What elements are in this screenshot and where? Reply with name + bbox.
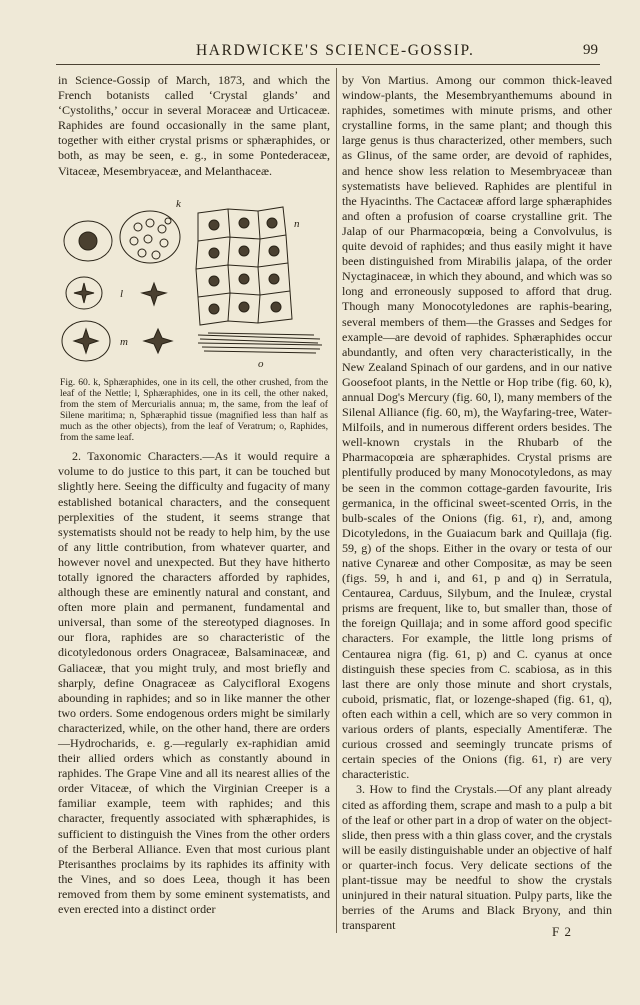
right-column (342, 73, 612, 933)
crushed-sphaeraphide (120, 211, 180, 263)
veratrum-tissue (196, 207, 292, 325)
taxonomic-characters-paragraph: 2. Taxonomic Characters.—As it would require a volume to do justice to this part, it can be touched but slightly here. Seeing the difficulty and fugacity of many established botanical characters, and the consequent perplexities of the student, it seems strange that systematists should not be ready to help him, by the use of any little contribution, from whatever quarter, and however novel and unexpected. But they have hitherto totally ignored the characters afforded by raphides, although these are eminently natural and constant, and often more plain and permanent, fundamental and universal, than some of the stereotyped diagnoses. In our flora, raphides are so characteristic of the dicotyledonous orders Onagraceæ, Balsaminaceæ, and Galiaceæ, that you might truly, and most briefly and sharply, define Onagraceæ as Calycifloral Exogens abounding in raphides; and so in like manner the other two orders. Some endogenous orders might be similarly characterized, while, on the other hand, there are orders —Hydrocharids, e. g.—regularly ex-raphidian amid their allied orders which as constantly abound in raphides. The Grape Vine and all its nearest allies of the order Vitaceæ, of which the Virginian Creeper is a familiar example, teem with raphides; and this character, frequently associated with sphæraphides, is sufficient to distinguish the Vines from the other orders of the Berberal Alliance. Even that most curious plant Pterisanthes proclaims by its raphides its affinity with the Vines, and so does Leea, though it has been removed from them by some eminent systematists, and even erected into a distinct order (58, 449, 330, 917)
figure-label-k: k (176, 197, 181, 210)
silene-sphaeraphide (144, 329, 172, 353)
page-header (56, 40, 600, 65)
figure-60-illustration (58, 193, 330, 373)
figure-label-n: n (294, 217, 300, 230)
running-title: HARDWICKE'S SCIENCE-GOSSIP. (196, 42, 475, 59)
figure-label-o: o (258, 357, 264, 370)
continued-paragraph: by Von Martius. Among our common thick-leaved window-plants, the Mesembryanthemums abound in raphides, sometimes with minute prisms, and other crystalline forms, in the same plant; and though this large genus is thus characterized, other members, such as Glinus, of the same order, are devoid of raphides, and hence show less relation to Mesembryaceæ than systematists have believed. Raphides are plentiful in the Hyacinths. The Cactaceæ afford large sphæraphides and often a profusion of coarse crystalline grit. The Jalap of our Pharmacopœia, being a Convolvulus, is quite devoid of raphides; and thus easily might it have been distinguished from Mirabilis jalapa, of the order Nyctaginaceæ, in which they abound, and which was so long and erroneously supposed to afford that drug. Though many Monocotyledones are raphis-bearing, several members of them—the Grasses and Sedges for example—are devoid of raphides. Sphæraphides occur abundantly, and often very characteristically, in the New Zealand Spinach of our gardens, and in our native Goosefoot plants, in the Nettle or Hop tribe (fig. 60, k), annual Dog's Mercury (fig. 60, l), many members of the Silenal Alliance (fig. 60, m), the Wayfaring-tree, Water-Milfoils, and in numerous different orders besides. The well-known crystals in the Rhubarb of the Pharmacopœia are sphæraphides. Crystal prisms are plentifully produced by many Monocotyledons, as may be seen in the common cottage-garden favourite, Iris germanica, in the officinal sweet-scented Orris, in the bulb-scales of the Onions (fig. 61, r), and, among Dicotyledons, in the Guaiacum bark and Quillaja (fig. 59, g) of the shops. Either in the ovary or testa of our native Cynareæ and other Compositæ, as may be seen (figs. 59, h and i, and 61, p and q) in Serratula, Centaurea, Carduus, Silybum, and the Inuleæ, crystal prisms are frequent, like to, but smaller than, those of the foreign Quillaja; and in some afford good specific characters. For example, the little long prisms of Centaurea nigra (fig. 61, p) and C. cyanus at once distinguish these species from C. scabiosa, as in this last there are only those minute and short crystals, cuboid, prismatic, flat, or lozenge-shaped (fig. 61, q), often each within a cell, which are so very common in various orders of plants, especially Amentiferæ. The curious crossed and seemingly truncate prisms of certain species of the Onions (fig. 61, r) are very characteristic. (342, 73, 612, 782)
naked-sphaeraphide (142, 283, 166, 305)
column-divider (336, 68, 337, 933)
intro-paragraph: in Science-Gossip of March, 1873, and which the French botanists called ‘Crystal glands’ and ‘Cystoliths,’ occur in several Moraceæ and Urticaceæ. Raphides are found occasionally in the same plant, together with either crystal prisms or sphæraphides, or both, as may be seen, e. g., in some Pontederaceæ, Vitaceæ, Mesembryaceæ, and Melanthaceæ. (58, 73, 330, 178)
finding-crystals-paragraph: 3. How to find the Crystals.—Of any plant already cited as affording them, scrape and mash to a pulp a bit of the leaf or other part in a drop of water on the object-slide, then press with a thin glass cover, and the crystals will be easily distinguishable under an objective of half or quarter-inch focus. Very delicate sections of the plant-tissue may be needful to show the crystals uninjured in their natural situation. Pulpy parts, like the berries of the Arums and Black Bryony, and thin transparent (342, 782, 612, 933)
signature-mark: F 2 (552, 924, 572, 939)
figure-label-l: l (120, 287, 124, 300)
raphides-bundle (198, 333, 322, 353)
figure-60 (58, 193, 330, 373)
figure-label-m: m (120, 335, 128, 348)
sphaeraphide-crystal (79, 232, 97, 250)
figure-caption: Fig. 60. k, Sphæraphides, one in its cell, the other crushed, from the leaf of the Nettle; l, Sphæraphides, one in its cell, the other naked, from the stem of Mercurialis annua; m, the same, from the leaf of Silene maritima; n, Sphæraphid tissue (magnified less than half as much as the other objects), from the leaf of Veratrum; o, Raphides, from the same leaf. (60, 376, 328, 444)
left-column (58, 73, 330, 917)
page-number: 99 (583, 42, 598, 58)
